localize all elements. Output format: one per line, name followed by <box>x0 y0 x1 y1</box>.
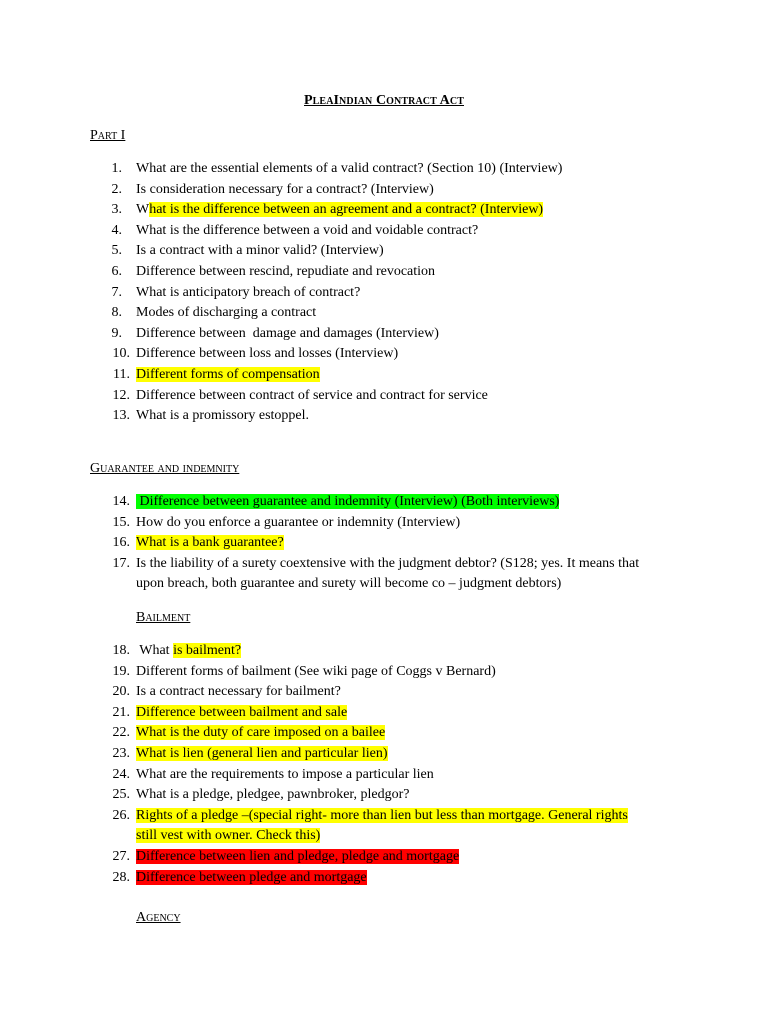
item-text-plain: What <box>136 643 174 658</box>
item-text: Difference between loss and losses (Interview) <box>136 346 399 362</box>
highlight-yellow: still vest with owner. Check this) <box>136 828 321 844</box>
item-text <box>136 847 691 868</box>
item-number: 7. <box>111 284 122 300</box>
item-text <box>136 723 691 744</box>
part1-heading: Part I <box>90 128 126 143</box>
item-text <box>136 365 691 386</box>
item-text: Difference between damage and damages (Interview) <box>136 325 439 341</box>
item-number: 26. <box>112 807 130 823</box>
document-title: PleaIndian Contract Act <box>304 93 464 108</box>
item-number: 20. <box>112 684 130 700</box>
item-text: Difference between rescind, repudiate and revocation <box>136 264 436 279</box>
item-text-line-1: Is the liability of a surety coextensive with the judgment debtor? (S128; yes. It means that <box>136 555 640 571</box>
item-text: What are the requirements to impose a particular lien <box>136 766 434 782</box>
item-text: What is a pledge, pledgee, pawnbroker, pledgor? <box>136 787 410 803</box>
item-text: Is a contract with a minor valid? (Interview) <box>136 243 384 259</box>
item-number: 3. <box>111 202 122 218</box>
highlight-yellow: hat is the difference between an agreement and a contract? (Interview) <box>149 202 544 218</box>
item-text-line-2-wrap <box>136 826 691 847</box>
item-text-line-2: upon breach, both guarantee and surety will become co – judgment debtors) <box>136 576 562 592</box>
highlight-yellow: What is a bank guarantee? <box>136 535 284 551</box>
item-number: 10. <box>112 346 130 362</box>
highlight-yellow: Difference between bailment and sale <box>136 704 348 720</box>
item-number: 16. <box>112 535 130 551</box>
item-text: Is consideration necessary for a contract? (Interview) <box>136 181 434 197</box>
item-text: Is a contract necessary for bailment? <box>136 684 341 700</box>
highlight-green: Difference between guarantee and indemnity (Interview) (Both interviews) <box>136 494 560 509</box>
item-text: What are the essential elements of a valid contract? (Section 10) (Interview) <box>136 161 563 176</box>
item-text <box>136 554 691 595</box>
item-number: 6. <box>111 264 122 279</box>
highlight-yellow: is bailment? <box>173 643 242 658</box>
item-number: 27. <box>112 849 130 864</box>
item-number: 4. <box>111 222 122 238</box>
item-text <box>136 492 691 513</box>
item-text-plain: W <box>136 202 150 218</box>
item-number: 1. <box>111 161 122 176</box>
item-text-line-1-wrap <box>136 806 691 827</box>
item-text <box>136 806 691 847</box>
item-number: 2. <box>111 181 122 197</box>
item-number: 24. <box>112 766 130 782</box>
bailment-heading: Bailment <box>136 610 191 625</box>
item-text <box>136 533 691 554</box>
item-text: How do you enforce a guarantee or indemnity (Interview) <box>136 514 461 530</box>
item-number: 9. <box>111 325 122 341</box>
item-text: Difference between contract of service and contract for service <box>136 387 488 403</box>
item-text <box>136 868 691 889</box>
item-text <box>136 641 691 662</box>
item-number: 11. <box>113 367 130 382</box>
item-text: What is anticipatory breach of contract? <box>136 284 361 300</box>
item-text <box>136 703 691 724</box>
item-number: 21. <box>112 704 130 720</box>
item-number: 18. <box>112 643 130 658</box>
guarantee-heading: Guarantee and indemnity <box>90 461 240 476</box>
highlight-yellow: Different forms of compensation <box>136 367 320 382</box>
item-text: Different forms of bailment (See wiki page of Coggs v Bernard) <box>136 663 496 679</box>
item-number: 14. <box>112 494 130 509</box>
item-number: 17. <box>112 555 130 571</box>
item-number: 23. <box>112 746 130 761</box>
item-number: 13. <box>112 408 130 424</box>
item-number: 8. <box>111 305 122 321</box>
item-text: Modes of discharging a contract <box>136 305 317 321</box>
highlight-yellow: What is lien (general lien and particular lien) <box>136 746 388 761</box>
item-number: 22. <box>112 725 130 741</box>
agency-heading: Agency <box>136 910 181 925</box>
item-number: 12. <box>112 387 130 403</box>
highlight-yellow: What is the duty of care imposed on a bailee <box>136 725 386 741</box>
item-number: 19. <box>112 663 130 679</box>
item-text <box>136 200 691 221</box>
item-number: 25. <box>112 787 130 803</box>
item-number: 5. <box>111 243 122 259</box>
highlight-yellow: Rights of a pledge –(special right- more than lien but less than mortgage. General rights <box>136 807 628 823</box>
item-number: 28. <box>112 869 130 885</box>
highlight-red: Difference between pledge and mortgage <box>136 869 367 885</box>
item-text: What is a promissory estoppel. <box>136 408 310 424</box>
item-text: What is the difference between a void and voidable contract? <box>136 222 479 238</box>
highlight-red: Difference between lien and pledge, pledge and mortgage <box>136 849 460 864</box>
item-number: 15. <box>112 514 130 530</box>
item-text <box>136 744 691 765</box>
